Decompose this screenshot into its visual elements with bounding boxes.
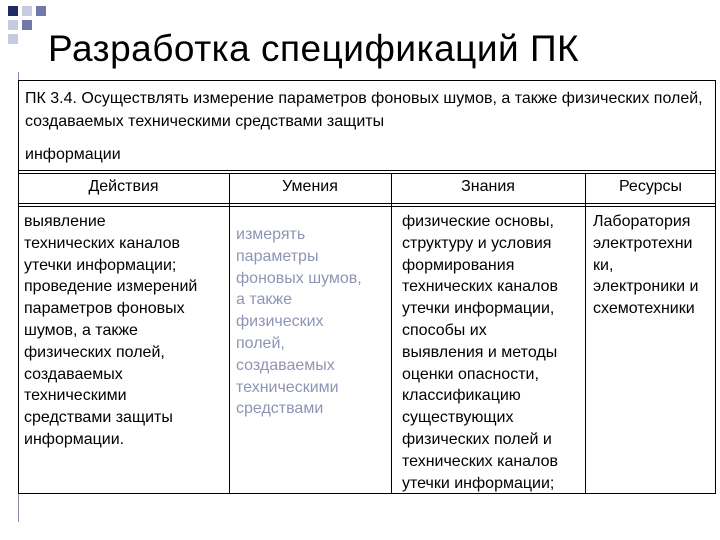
actions-line: проведение измерений — [24, 278, 198, 296]
skills-line: измерять — [236, 226, 306, 243]
header-bottom-rule-2 — [18, 206, 716, 207]
knowledge-line: технических каналов — [402, 452, 558, 470]
knowledge-line: утечки информации, — [402, 300, 555, 318]
column-rule-1 — [229, 173, 230, 494]
skills-line: создаваемых — [236, 356, 335, 374]
knowledge-line: существующих — [402, 409, 514, 427]
table-top-rule-2 — [18, 173, 716, 174]
actions-line: утечки информации; — [24, 256, 177, 274]
header-bottom-rule — [18, 203, 716, 204]
corner-square-4 — [8, 20, 18, 30]
column-rule-3 — [585, 173, 586, 494]
skills-line: параметры — [236, 247, 319, 265]
knowledge-cell — [402, 211, 584, 494]
corner-square-3 — [36, 6, 46, 16]
actions-line: параметров фоновых — [24, 300, 185, 318]
skills-cell — [236, 224, 388, 420]
resources-line: схемотехники — [593, 300, 695, 318]
knowledge-line: физических полей и — [402, 430, 552, 448]
actions-line: шумов, а также — [24, 321, 138, 339]
skills-line: физических — [236, 313, 324, 331]
skills-line: фоновых шумов, — [236, 269, 362, 287]
pk-description-end: информации — [25, 146, 121, 163]
slide-title: Разработка спецификаций ПК — [48, 28, 580, 69]
actions-line: техническими — [24, 387, 127, 405]
skills-line: а также — [236, 291, 292, 309]
actions-line: информации. — [24, 430, 125, 448]
knowledge-line: физические основы, — [402, 213, 554, 230]
skills-line: техническими — [236, 378, 339, 396]
resources-line: ки, — [593, 256, 614, 274]
knowledge-line: формирования — [402, 256, 515, 274]
corner-square-6 — [8, 34, 18, 44]
corner-square-1 — [8, 6, 18, 16]
pk-description: ПК 3.4. Осуществлять измерение параметров фоновых шумов, а также физических полей, создаваемых техническими средствами защиты — [25, 90, 703, 130]
corner-square-2 — [22, 6, 32, 16]
header-knowledge: Знания — [461, 178, 515, 195]
resources-line: электротехни — [593, 234, 693, 252]
skills-line: полей, — [236, 334, 285, 352]
knowledge-line: структуру и условия — [402, 234, 552, 252]
actions-line: создаваемых — [24, 365, 123, 383]
knowledge-line: утечки информации; — [402, 474, 555, 492]
knowledge-line: способы их — [402, 321, 487, 339]
table-top-rule — [18, 170, 716, 171]
knowledge-line: технических каналов — [402, 278, 558, 296]
actions-line: физических полей, — [24, 343, 165, 361]
resources-line: Лаборатория — [593, 213, 691, 230]
actions-line: технических каналов — [24, 234, 180, 252]
knowledge-line: выявления и методы — [402, 343, 558, 361]
column-rule-2 — [391, 173, 392, 494]
knowledge-line: оценки опасности, — [402, 365, 539, 383]
actions-line: средствами защиты — [24, 409, 173, 427]
header-actions: Действия — [88, 178, 159, 195]
actions-cell — [24, 211, 227, 451]
skills-line: средствами — [236, 400, 324, 418]
knowledge-line: классификацию — [402, 387, 521, 405]
resources-cell — [593, 211, 715, 320]
header-resources: Ресурсы — [618, 178, 683, 195]
actions-line: выявление — [24, 213, 106, 230]
corner-square-5 — [22, 20, 32, 30]
header-skills: Умения — [282, 178, 338, 195]
resources-line: электроники и — [593, 278, 699, 296]
